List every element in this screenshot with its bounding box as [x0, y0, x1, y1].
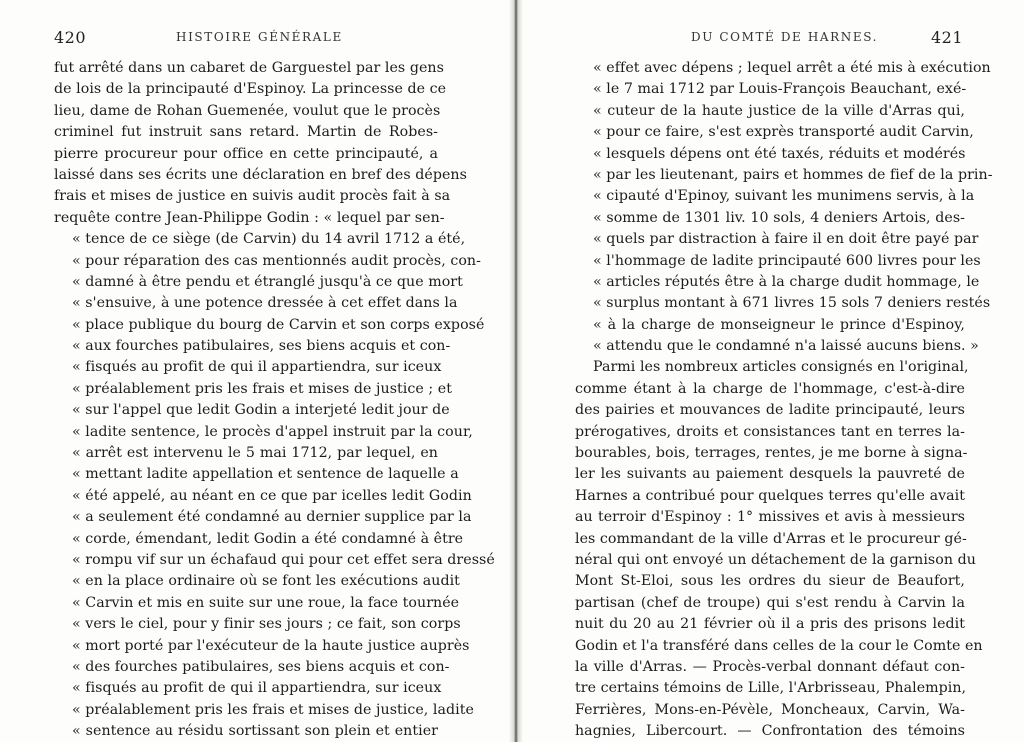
right-text-block — [575, 58, 993, 743]
text-line: laissé dans ses écrits une déclaration en bref des dépens — [54, 166, 467, 183]
text-line: « préalablement pris les frais et mises de justice ; et — [72, 380, 452, 397]
text-line: tre certains témoins de Lille, l'Arbrisseau, Phalempin, — [575, 680, 967, 697]
text-line: « cipauté d'Epinoy, suivant les munimens servis, à la — [593, 188, 975, 205]
running-head-right: DU COMTÉ DE HARNES. — [691, 30, 879, 44]
page-number-left: 420 — [54, 28, 87, 47]
text-line: « par les lieutenant, pairs et hommes de fief de la prin- — [593, 166, 993, 183]
text-line: « damné à être pendu et étranglé jusqu'à ce que mort — [72, 273, 463, 290]
text-line: fut arrêté dans un cabaret de Garguestel par les gens — [54, 60, 444, 76]
text-line: « place publique du bourg de Carvin et son corps exposé — [72, 316, 485, 333]
text-line: « tence de ce siège (de Carvin) du 14 avril 1712 a été, — [72, 231, 466, 248]
text-line: « cuteur de la haute justice de la ville d'Arras qui, — [593, 102, 965, 119]
text-line: comme étant à la charge de l'hommage, c'est-à-dire — [575, 380, 965, 397]
text-line: « rompu vif sur un échafaud qui pour cet effet sera dressé — [72, 551, 495, 568]
page-number-right: 421 — [931, 28, 964, 47]
right-page — [523, 0, 1024, 742]
text-line: « ladite sentence, le procès d'appel instruit par la cour, — [72, 423, 473, 440]
text-line: la ville d'Arras. — Procès-verbal donnant défaut con- — [575, 658, 965, 675]
text-line: « fisqués au profit de qui il appartiendra, sur iceux — [72, 359, 442, 376]
text-line: de lois de la principauté d'Espinoy. La princesse de ce — [54, 81, 447, 98]
text-line: ler les suivants au paiement desquels la pauvreté de — [575, 466, 965, 483]
text-line: des pairies et mouvances de ladite principauté, leurs — [575, 402, 965, 419]
text-line: « le 7 mai 1712 par Louis-François Beauchant, exé- — [593, 81, 967, 98]
text-line: criminel fut instruit sans retard. Martin de Robes- — [54, 124, 438, 141]
text-line: « préalablement pris les frais et mises de justice, ladite — [72, 701, 474, 718]
text-line: « sentence au résidu sortissant son plein et entier — [72, 723, 438, 740]
text-line: nuit du 20 au 21 février où il a pris des prisons ledit — [575, 616, 965, 633]
text-line: « sur l'appel que ledit Godin a interjeté ledit jour de — [72, 402, 450, 419]
text-line: « l'hommage de ladite principauté 600 livres pour les — [593, 252, 981, 269]
text-line: frais et mises de justice en suivis audit procès fait à sa — [54, 188, 451, 205]
text-line: « à la charge de monseigneur le prince d'Espinoy, — [593, 316, 965, 333]
text-line: « en la place ordinaire où se font les exécutions audit — [72, 573, 460, 590]
text-line: « surplus montant à 671 livres 15 sols 7 deniers restés — [593, 295, 991, 312]
text-line: « pour ce faire, s'est exprès transporté audit Carvin, — [593, 124, 974, 141]
text-line: Mont St-Eloi, sous les ordres du sieur de Beaufort, — [575, 573, 965, 590]
text-line: « s'ensuive, à une potence dressée à cet effet dans la — [72, 295, 458, 312]
text-line: pierre procureur pour office en cette principauté, a — [54, 145, 438, 162]
text-line: Parmi les nombreux articles consignés en l'original, — [593, 359, 969, 376]
text-line: prérogatives, droits et consistances tant en terres la- — [575, 423, 965, 440]
text-line: « Carvin et mis en suite sur une roue, la face tournée — [72, 594, 460, 611]
text-line: « vers le ciel, pour y finir ses jours ; ce fait, son corps — [72, 616, 461, 633]
text-line: « arrêt est intervenu le 5 mai 1712, par lequel, en — [72, 445, 438, 462]
text-line: lieu, dame de Rohan Guemenée, voulut que le procès — [54, 102, 441, 119]
running-head-left: HISTOIRE GÉNÉRALE — [176, 30, 343, 44]
text-line: « des fourches patibulaires, ses biens acquis et con- — [72, 658, 450, 675]
text-line: « été appelé, au néant en ce que par icelles ledit Godin — [72, 487, 472, 504]
text-line: « a seulement été condamné au dernier supplice par la — [72, 509, 472, 526]
text-line: néral qui ont envoyé un détachement de la garnison du — [575, 551, 976, 568]
text-line: au terroir d'Espinoy : 1° missives et avis à messieurs — [575, 509, 965, 526]
text-line: « attendu que le condamné n'a laissé aucuns biens. » — [593, 338, 979, 355]
text-line: requête contre Jean-Philippe Godin : « lequel par sen- — [54, 209, 445, 226]
left-text-block — [54, 58, 495, 743]
text-line: partisan (chef de troupe) qui s'est rendu à Carvin la — [575, 594, 965, 611]
text-line: « aux fourches patibulaires, ses biens acquis et con- — [72, 338, 451, 355]
text-line: Harnes a contribué pour quelques terres qu'elle avait — [575, 487, 965, 504]
text-line: « mettant ladite appellation et sentence de laquelle a — [72, 466, 459, 483]
book-gutter — [509, 0, 523, 742]
text-line: Godin et l'a transféré dans celles de la cour le Comte en — [575, 637, 983, 654]
left-page — [0, 0, 509, 742]
text-line: Ferrières, Mons-en-Pévèle, Moncheaux, Carvin, Wa- — [575, 701, 965, 718]
text-line: bourables, bois, terrages, rentes, je me borne à signa- — [575, 445, 968, 462]
text-line: les commandant de la ville d'Arras et le procureur gé- — [575, 530, 967, 547]
text-line: « corde, émendant, ledit Godin a été condamné à être — [72, 530, 464, 547]
text-line: « effet avec dépens ; lequel arrêt a été mis à exécution — [593, 60, 991, 76]
text-line: « pour réparation des cas mentionnés audit procès, con- — [72, 252, 481, 269]
text-line: « mort porté par l'exécuteur de la haute justice auprès — [72, 637, 470, 654]
text-line: hagnies, Libercourt. — Confrontation des témoins — [575, 723, 965, 740]
text-line: « fisqués au profit de qui il appartiendra, sur iceux — [72, 680, 442, 697]
text-line: « quels par distraction à faire il en doit être payé par — [593, 231, 979, 248]
text-line: « lesquels dépens ont été taxés, réduits et modérés — [593, 145, 966, 162]
text-line: « articles réputés être à la charge dudit hommage, le — [593, 273, 980, 290]
text-line: « somme de 1301 liv. 10 sols, 4 deniers Artois, des- — [593, 209, 965, 226]
